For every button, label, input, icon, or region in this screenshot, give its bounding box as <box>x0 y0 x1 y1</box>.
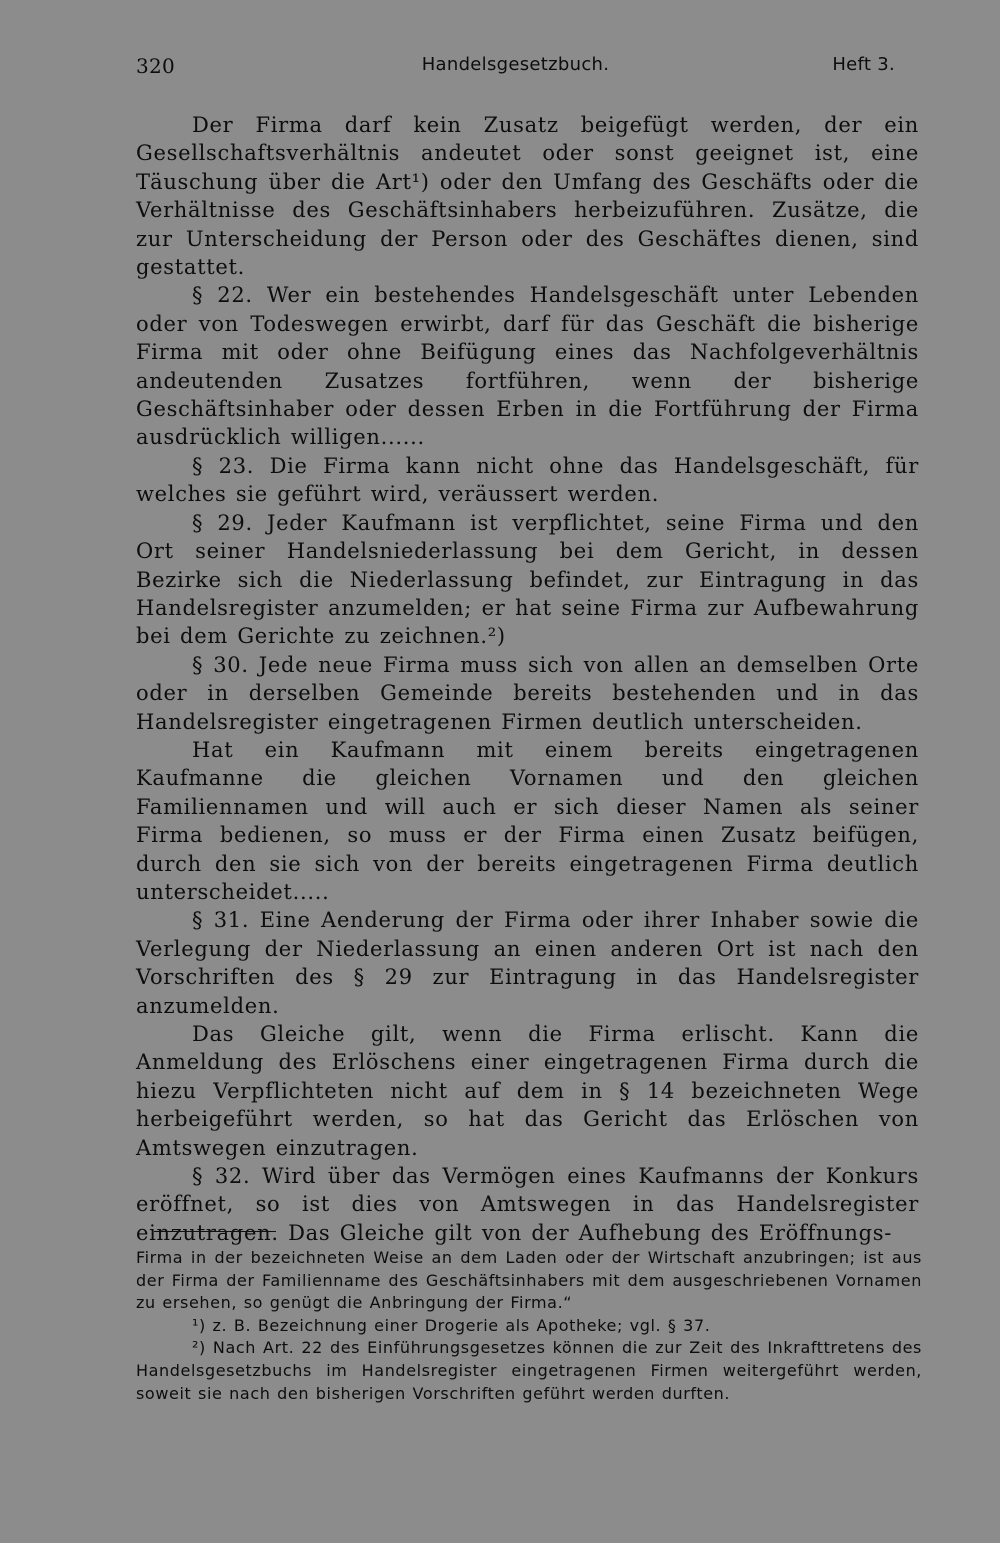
paragraph-section-30: § 30. Jede neue Firma muss sich von allen an demselben Orte oder in derselben Gemeinde bereits bestehenden und in das Handelsregister eingetragenen Firmen deutlich unterscheiden. <box>136 652 919 734</box>
footnote-continuation: Firma in der bezeichneten Weise an dem Laden oder der Wirtschaft anzubringen; ist aus der Firma der Familienname des Geschäftsinhabers mit dem ausgeschriebenen Vornamen zu ersehen, so genügt die Anbringung der Firma.“ <box>136 1248 922 1313</box>
paragraph-section-22: § 22. Wer ein bestehendes Handelsgeschäft unter Lebenden oder von Todeswegen erwirbt, darf für das Geschäft die bisherige Firma mit oder ohne Beifügung eines das Nachfolgeverhältnis andeutenden Zusatzes fortführen, wenn der bisherige Geschäftsinhaber oder dessen Erben in die Fortführung der Firma ausdrücklich willigen...... <box>136 283 919 450</box>
footnote-2: ²) Nach Art. 22 des Einführungsgesetzes können die zur Zeit des Inkrafttretens des Handelsgesetzbuchs im Handelsregister eingetragenen Firmen weitergeführt werden, soweit sie nach den bisherigen Vorschriften geführt werden durften. <box>136 1338 922 1403</box>
paragraph-section-29: § 29. Jeder Kaufmann ist verpflichtet, seine Firma und den Ort seiner Handelsniederlassung bei dem Gericht, in dessen Bezirke sich die Niederlassung befindet, zur Eintragung in das Handelsregister anzumelden; er hat seine Firma zur Aufbewahrung bei dem Gerichte zu zeichnen.²) <box>136 510 919 649</box>
main-text <box>136 111 919 1247</box>
footnotes <box>136 1247 922 1405</box>
footnote-divider <box>154 1231 276 1232</box>
running-title: Handelsgesetzbuch. <box>421 54 610 75</box>
paragraph: Das Gleiche gilt, wenn die Firma erlischt. Kann die Anmeldung des Erlöschens einer eingetragenen Firma durch die hiezu Verpflichteten nicht auf dem in § 14 bezeichneten Wege herbeigeführt werden, so hat das Gericht das Erlöschen von Amtswegen einzutragen. <box>136 1022 919 1160</box>
paragraph: Hat ein Kaufmann mit einem bereits eingetragenen Kaufmanne die gleichen Vornamen und den gleichen Familiennamen und will auch er sich dieser Namen als seiner Firma bedienen, so muss er der Firma einen Zusatz beifügen, durch den sie sich von der bereits eingetragenen Firma deutlich unterscheidet..... <box>136 737 919 904</box>
issue-label: Heft 3. <box>832 54 895 75</box>
page-number: 320 <box>136 54 176 78</box>
footnote-1: ¹) z. B. Bezeichnung einer Drogerie als Apotheke; vgl. § 37. <box>192 1315 711 1335</box>
paragraph-section-31: § 31. Eine Aenderung der Firma oder ihrer Inhaber sowie die Verlegung der Niederlassung an einen anderen Ort ist nach den Vorschriften des § 29 zur Eintragung in das Handelsregister anzumelden. <box>136 908 919 1018</box>
paragraph-section-32: § 32. Wird über das Vermögen eines Kaufmanns der Konkurs eröffnet, so ist dies von Amtswegen in das Handelsregister einzutragen. Das Gleiche gilt von der Aufhebung des Eröffnungs- <box>136 1164 919 1245</box>
paragraph-section-23: § 23. Die Firma kann nicht ohne das Handelsgeschäft, für welches sie geführt wird, veräussert werden. <box>136 453 919 507</box>
paragraph: Der Firma darf kein Zusatz beigefügt werden, der ein Gesellschaftsverhältnis andeutet oder sonst geeignet ist, eine Täuschung über die Art¹) oder den Umfang des Geschäfts oder die Verhältnisse des Geschäftsinhabers herbeizuführen. Zusätze, die zur Unterscheidung der Person oder des Geschäftes dienen, sind gestattet. <box>136 113 919 280</box>
page-header <box>136 54 895 84</box>
